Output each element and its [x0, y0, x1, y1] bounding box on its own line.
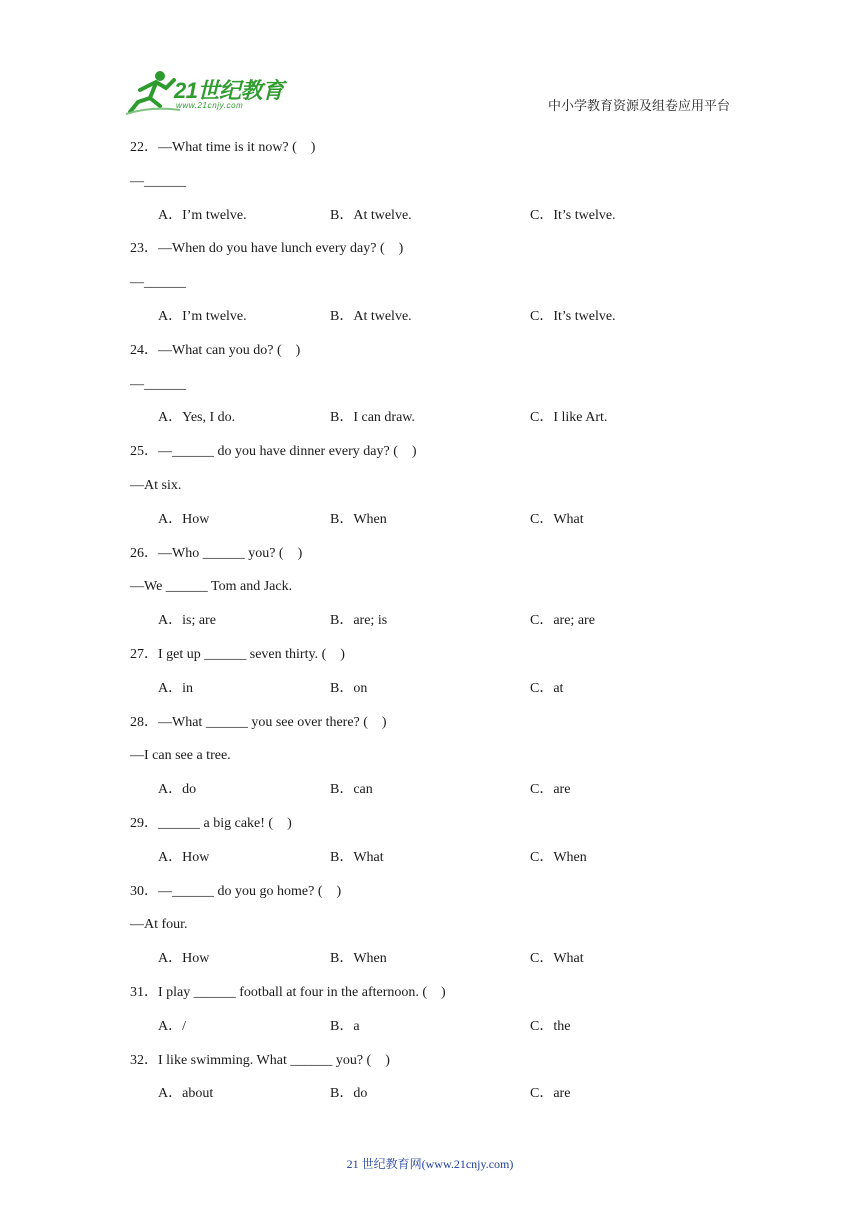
answer-option[interactable]: C．It’s twelve.	[530, 207, 616, 223]
answer-option[interactable]: B．I can draw.	[330, 410, 416, 426]
answer-option[interactable]: A．in	[158, 680, 193, 696]
answer-option[interactable]: A．I’m twelve.	[158, 207, 247, 223]
answer-option[interactable]: A．do	[158, 782, 197, 798]
answer-option[interactable]: B．a	[330, 1018, 360, 1034]
page-footer: 21 世纪教育网(www.21cnjy.com)	[346, 1157, 514, 1171]
answer-option[interactable]: B．on	[330, 680, 368, 696]
answer-option[interactable]: C．are	[530, 1086, 571, 1102]
answer-option[interactable]: B．What	[330, 849, 384, 865]
answer-option[interactable]: B．At twelve.	[330, 207, 412, 223]
question-stem: 29．______ a big cake! ( )	[130, 816, 292, 831]
answer-option[interactable]: A．Yes, I do.	[158, 410, 236, 426]
answer-option[interactable]: C．What	[530, 511, 584, 527]
answer-option[interactable]: B．At twelve.	[330, 309, 412, 324]
page-header	[0, 0, 860, 130]
answer-option[interactable]: B．When	[330, 951, 387, 967]
answer-option[interactable]: C．I like Art.	[530, 410, 608, 426]
answer-option[interactable]: A．How	[158, 849, 210, 865]
answer-option[interactable]: A．How	[158, 951, 210, 967]
answer-option[interactable]: A．/	[158, 1018, 186, 1034]
logo-text: 21世纪教育	[174, 78, 284, 103]
question-stem: 25．—______ do you have dinner every day? ( )	[130, 444, 417, 460]
question-answer-line: —______	[130, 275, 186, 291]
answer-option[interactable]: A．How	[158, 511, 210, 527]
question-answer-line: —At six.	[130, 478, 182, 493]
logo-url: www.21cnjy.com	[176, 101, 244, 110]
question-answer-line: —______	[130, 173, 186, 189]
logo	[122, 68, 297, 118]
answer-option[interactable]: C．are; are	[530, 613, 595, 629]
runner-icon	[122, 68, 182, 118]
question-stem: 26．—Who ______ you? ( )	[130, 545, 303, 561]
question-stem: 27．I get up ______ seven thirty. ( )	[130, 647, 345, 662]
question-stem: 24．—What can you do? ( )	[130, 342, 301, 358]
question-answer-line: —At four.	[130, 917, 188, 933]
answer-option[interactable]: B．can	[330, 782, 373, 798]
answer-option[interactable]: C．It’s twelve.	[530, 309, 616, 324]
question-answer-line: —I can see a tree.	[130, 748, 231, 764]
question-stem: 28．—What ______ you see over there? ( )	[130, 714, 387, 730]
question-stem: 22．—What time is it now? ( )	[130, 140, 316, 155]
answer-option[interactable]: C．What	[530, 951, 584, 967]
answer-option[interactable]: B．When	[330, 511, 387, 527]
question-stem: 32．I like swimming. What ______ you? ( )	[130, 1052, 390, 1068]
question-stem: 30．—______ do you go home? ( )	[130, 883, 342, 899]
answer-option[interactable]: A．I’m twelve.	[158, 309, 247, 324]
answer-option[interactable]: A．about	[158, 1086, 214, 1102]
answer-option[interactable]: C．the	[530, 1018, 571, 1034]
answer-option[interactable]: C．are	[530, 782, 571, 798]
question-answer-line: —______	[130, 376, 186, 392]
question-stem: 31．I play ______ football at four in the afternoon. ( )	[130, 985, 446, 1000]
answer-option[interactable]: C．When	[530, 849, 587, 865]
answer-option[interactable]: B．do	[330, 1086, 368, 1102]
platform-title: 中小学教育资源及组卷应用平台	[548, 99, 731, 114]
answer-option[interactable]: C．at	[530, 680, 564, 696]
answer-option[interactable]: B．are; is	[330, 613, 388, 629]
question-answer-line: —We ______ Tom and Jack.	[130, 579, 293, 595]
answer-option[interactable]: A．is; are	[158, 613, 216, 629]
question-stem: 23．—When do you have lunch every day? ( )	[130, 241, 404, 257]
